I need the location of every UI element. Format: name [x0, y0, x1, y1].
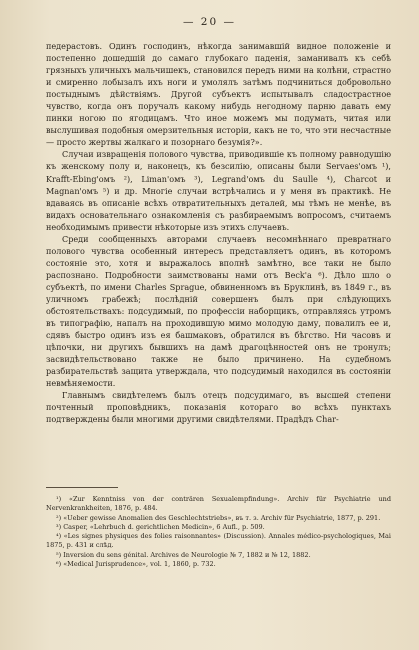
paragraph-4: Главнымъ свидѣтелемъ былъ отецъ подсудимаго, въ высшей степени почтенный проповѣдникъ, показанія котораго во всѣхъ пунктахъ подтверждены были многими другими свидѣтелями. Прадѣдъ Char- — [46, 390, 391, 425]
paragraph-2: Случаи извращенія полового чувства, приводившіе къ полному равнодушію къ женскому полу и, наконецъ, къ безсилію, описаны были Servaes'омъ ¹), Krafft-Ebing'омъ ²), Liman'омъ ³), Legrand'омъ du Saulle ⁴), Charcot и Magnan'омъ ⁵) и др. Многіе случаи встрѣчались и у меня въ практикѣ. Не вдаваясь въ описаніе всѣхъ отвратительныхъ деталей, мы тѣмъ не менѣе, въ видахъ основательнаго ознакомленія съ разбираемымъ вопросомъ, считаемъ необходимымъ привести нѣкоторые изъ этихъ случаевъ. — [46, 149, 391, 232]
footnote-6: ⁶) «Medical Jurisprudence», vol. 1, 1860, p. 732. — [56, 560, 216, 569]
footnote-divider — [46, 487, 118, 488]
paragraph-3: Среди сообщенныхъ авторами случаевъ несомнѣннаго превратнаго полового чувства особенный интересъ представляетъ одинъ, въ которомъ состояніе это, хотя и выражалось вполнѣ замѣтно, все таки не было распознано. Подробности заимствованы нами отъ Beck'а ⁶). Дѣло шло о субъектѣ, по имени Charles Sprague, обвиненномъ въ Бруклинѣ, въ 1849 г., въ уличномъ грабежѣ; послѣдній совершенъ былъ при слѣдующихъ обстоятельствахъ: подсудимый, по профессіи наборщикъ, отправляясь утромъ въ типографію, напалъ на проходившую мимо молодую даму, повалилъ ее и, сдявъ быстро одинъ изъ ея башмаковъ, обратился въ бѣгство. Ни часовъ и цѣпочки, ни другихъ бывшихъ на дамѣ драгоцѣнностей онъ не тронулъ; засвидѣтельствовано также не было причинено. На судебномъ разбирательствѣ защита утверждала, что подсудимый находился въ состояніи невмѣняемости. — [46, 233, 391, 389]
footnote-5: ⁵) Inversion du sens génital. Archives de Neurologie № 7, 1882 и № 12, 1882. — [56, 550, 311, 559]
body-text — [46, 40, 391, 426]
footnote-1: ¹) «Zur Kenntniss von der conträren Sexualempfindung». Archiv für Psychiatrie und Nervenkrankheiten, 1876, p. 484. — [46, 495, 391, 513]
footnote-2: ²) «Ueber gewisse Anomalien des Geschlechtstriebs», въ т. з. Archiv für Psychiatrie, 1877, p. 291. — [56, 513, 381, 522]
page-number: — 20 — — [182, 16, 237, 28]
footnotes — [46, 495, 391, 569]
footnote-3: ³) Casper, «Lehrbuch d. gerichtlichen Medicin», 6 Aufl., p. 509. — [56, 522, 265, 531]
footnote-4: ⁴) «Les signes physiques des folies raisonnantes» (Discussion). Annales médico-psychologiques, Mai 1875, p. 431 и слѣд. — [46, 532, 391, 550]
paragraph-1: педерастовъ. Одинъ господинъ, нѣкогда занимавшій видное положеніе и постепенно дошедшій до самаго глубокаго паденія, заманивалъ къ себѣ грязныхъ уличныхъ мальчишекъ, становился передъ ними на колѣни, страстно и смиренно лобызалъ ихъ ноги и умолялъ затѣмъ подчиниться добровольно постыднымъ дѣйствіямъ. Другой субъектъ испытывалъ сладострастное чувство, когда онъ поручалъ какому нибудь негодному парню давать ему пинки ногою по ягодицамъ. Что иное можемъ мы подумать, читая или выслушивая подобныя омерзительныя исторіи, какъ не то, что эти несчастные — просто жертвы жалкаго и позорнаго безумія?». — [46, 41, 391, 148]
